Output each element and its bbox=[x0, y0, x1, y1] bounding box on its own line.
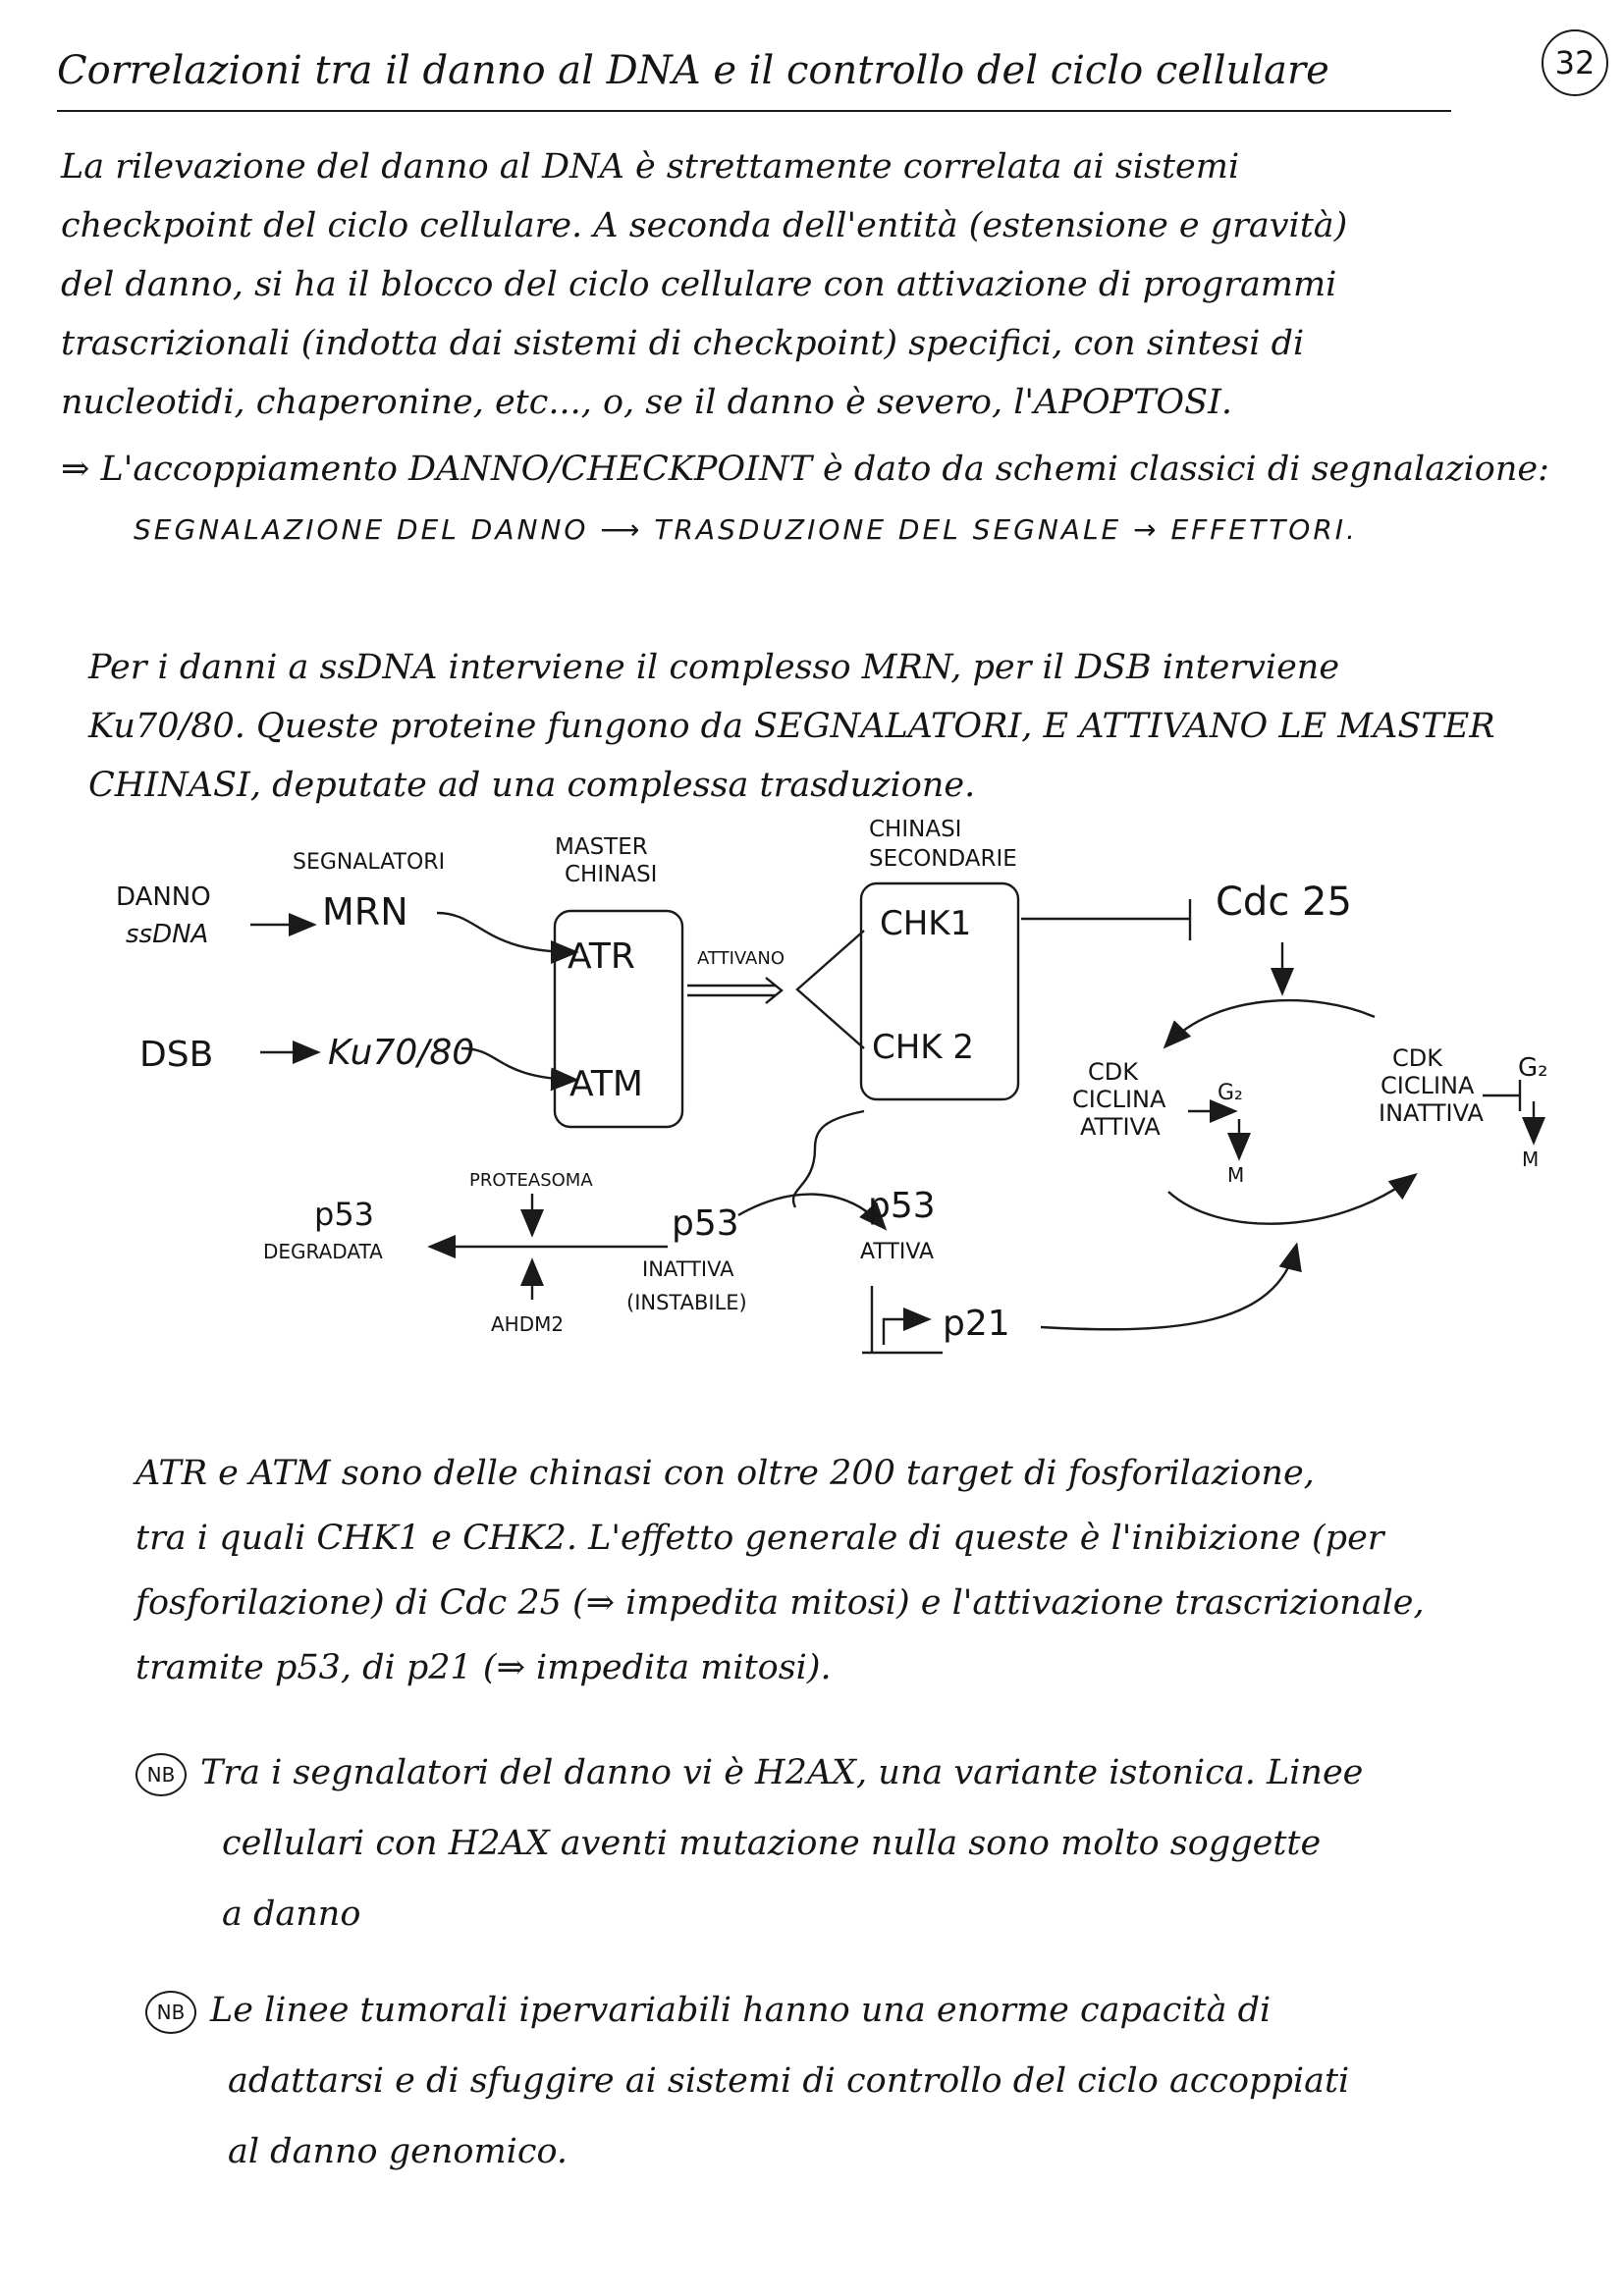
p53-active-label: p53 bbox=[868, 1186, 936, 1226]
atr-atm-line: ATR e ATM sono delle chinasi con oltre 200 target di fosforilazione, bbox=[135, 1454, 1315, 1493]
nb-note-h2ax bbox=[135, 1737, 1589, 1949]
secondary-label-1: CHINASI bbox=[869, 817, 962, 842]
attiva-label: ATTIVA bbox=[860, 1240, 935, 1264]
transcription-start-arrow bbox=[884, 1319, 927, 1345]
note-line: cellulari con H2AX aventi mutazione nulla sono molto soggette bbox=[222, 1824, 1322, 1863]
ssdna-line: CHINASI, deputate ad una complessa trasduzione. bbox=[88, 766, 976, 805]
ssdna-line: Per i danni a ssDNA interviene il complesso MRN, per il DSB interviene bbox=[88, 648, 1340, 687]
signal-chain: SEGNALAZIONE DEL DANNO ⟶ TRASDUZIONE DEL SEGNALE → EFFETTORI. bbox=[134, 513, 1358, 546]
cdk-inactive-line-2: CICLINA bbox=[1380, 1072, 1475, 1099]
danno-label: DANNO bbox=[116, 882, 211, 912]
note-text: Tra i segnalatori del danno vi è H2AX, una variante istonica. Linee bbox=[200, 1753, 1364, 1792]
atr-atm-line: tramite p53, di p21 (⇒ impedita mitosi). bbox=[135, 1648, 832, 1687]
intro-line: del danno, si ha il blocco del ciclo cellulare con attivazione di programmi bbox=[61, 265, 1337, 304]
ku-label: Ku70/80 bbox=[328, 1033, 475, 1073]
mdm2-label: AHDM2 bbox=[491, 1312, 565, 1336]
arrow-p53-activation bbox=[738, 1195, 884, 1227]
arc-active-to-inactive bbox=[1168, 1176, 1414, 1224]
master-label-1: MASTER bbox=[555, 834, 648, 860]
note-line bbox=[145, 1975, 1598, 2046]
atr-atm-line: fosforilazione) di Cdc 25 (⇒ impedita mitosi) e l'attivazione trascrizionale, bbox=[135, 1583, 1425, 1623]
page-number-badge: 32 bbox=[1542, 29, 1608, 96]
note-line bbox=[135, 1737, 1589, 1808]
instabile-label: (INSTABILE) bbox=[626, 1291, 747, 1314]
intro-line: checkpoint del ciclo cellulare. A seconda dell'entità (estensione e gravità) bbox=[61, 206, 1348, 245]
attivano-label: ATTIVANO bbox=[697, 948, 785, 969]
note-line: al danno genomico. bbox=[228, 2132, 568, 2171]
arrow-p21-cycle bbox=[1041, 1247, 1296, 1329]
atm-label: ATM bbox=[569, 1064, 643, 1104]
inattiva-label: INATTIVA bbox=[642, 1257, 734, 1281]
p53-inactive-label: p53 bbox=[672, 1203, 739, 1244]
chk2-label: CHK 2 bbox=[872, 1028, 975, 1067]
m-active-label: M bbox=[1227, 1163, 1245, 1187]
cdk-active-line-3: ATTIVA bbox=[1080, 1113, 1161, 1141]
atr-atm-paragraph bbox=[135, 1441, 1589, 1700]
arc-inactive-to-active bbox=[1166, 1000, 1375, 1045]
nb-badge: NB bbox=[135, 1753, 187, 1796]
checkpoint-pathway-diagram bbox=[0, 815, 1624, 1364]
chk2-link bbox=[793, 1111, 864, 1207]
cdc25-label: Cdc 25 bbox=[1216, 880, 1352, 925]
g2-active-label: G₂ bbox=[1218, 1081, 1243, 1105]
nb-note-tumor-lines bbox=[145, 1975, 1598, 2187]
cdk-active-line-2: CICLINA bbox=[1072, 1086, 1166, 1113]
m-inactive-label: M bbox=[1522, 1148, 1540, 1171]
intro-line: trascrizionali (indotta dai sistemi di checkpoint) specifici, con sintesi di bbox=[61, 324, 1305, 363]
note-text: Le linee tumorali ipervariabili hanno una enorme capacità di bbox=[210, 1991, 1272, 2030]
ssdna-paragraph bbox=[88, 638, 1600, 815]
arrow-ku-atm bbox=[461, 1048, 574, 1080]
atr-atm-line: tra i quali CHK1 e CHK2. L'effetto generale di queste è l'inibizione (per bbox=[135, 1519, 1384, 1558]
secondary-label-2: SECONDARIE bbox=[869, 846, 1017, 872]
dsb-label: DSB bbox=[139, 1035, 214, 1075]
cdk-inactive-line-3: INATTIVA bbox=[1379, 1099, 1484, 1127]
page-title: Correlazioni tra il danno al DNA e il controllo del ciclo cellulare bbox=[57, 48, 1329, 93]
intro-line: La rilevazione del danno al DNA è strettamente correlata ai sistemi bbox=[61, 147, 1240, 187]
chk-branch bbox=[797, 931, 864, 1048]
title-underline bbox=[57, 110, 1451, 112]
intro-paragraph bbox=[61, 137, 1593, 560]
degradata-label: DEGRADATA bbox=[263, 1240, 383, 1263]
note-line: a danno bbox=[222, 1895, 361, 1934]
g2-inactive-label: G₂ bbox=[1518, 1053, 1548, 1083]
p21-label: p21 bbox=[943, 1304, 1010, 1344]
proteasoma-label: PROTEASOMA bbox=[469, 1170, 593, 1191]
note-line: adattarsi e di sfuggire ai sistemi di controllo del ciclo accoppiati bbox=[228, 2061, 1350, 2101]
cdk-inactive-line-1: CDK bbox=[1392, 1044, 1442, 1072]
p53-degraded-label: p53 bbox=[314, 1196, 375, 1233]
nb-badge: NB bbox=[145, 1991, 196, 2034]
chk1-label: CHK1 bbox=[880, 904, 972, 943]
ssdna-label: ssDNA bbox=[126, 920, 209, 949]
master-label-2: CHINASI bbox=[565, 862, 658, 887]
coupling-line: ⇒ L'accoppiamento DANNO/CHECKPOINT è dato da schemi classici di segnalazione: bbox=[61, 450, 1549, 489]
ssdna-line: Ku70/80. Queste proteine fungono da SEGNALATORI, E ATTIVANO LE MASTER bbox=[88, 707, 1495, 746]
intro-line: nucleotidi, chaperonine, etc..., o, se il danno è severo, l'APOPTOSI. bbox=[61, 383, 1233, 422]
activate-arrow-head bbox=[766, 978, 782, 1003]
atr-label: ATR bbox=[568, 936, 635, 977]
mrn-label: MRN bbox=[322, 890, 408, 934]
cdk-active-line-1: CDK bbox=[1088, 1058, 1138, 1086]
segnalatori-label: SEGNALATORI bbox=[293, 850, 446, 875]
